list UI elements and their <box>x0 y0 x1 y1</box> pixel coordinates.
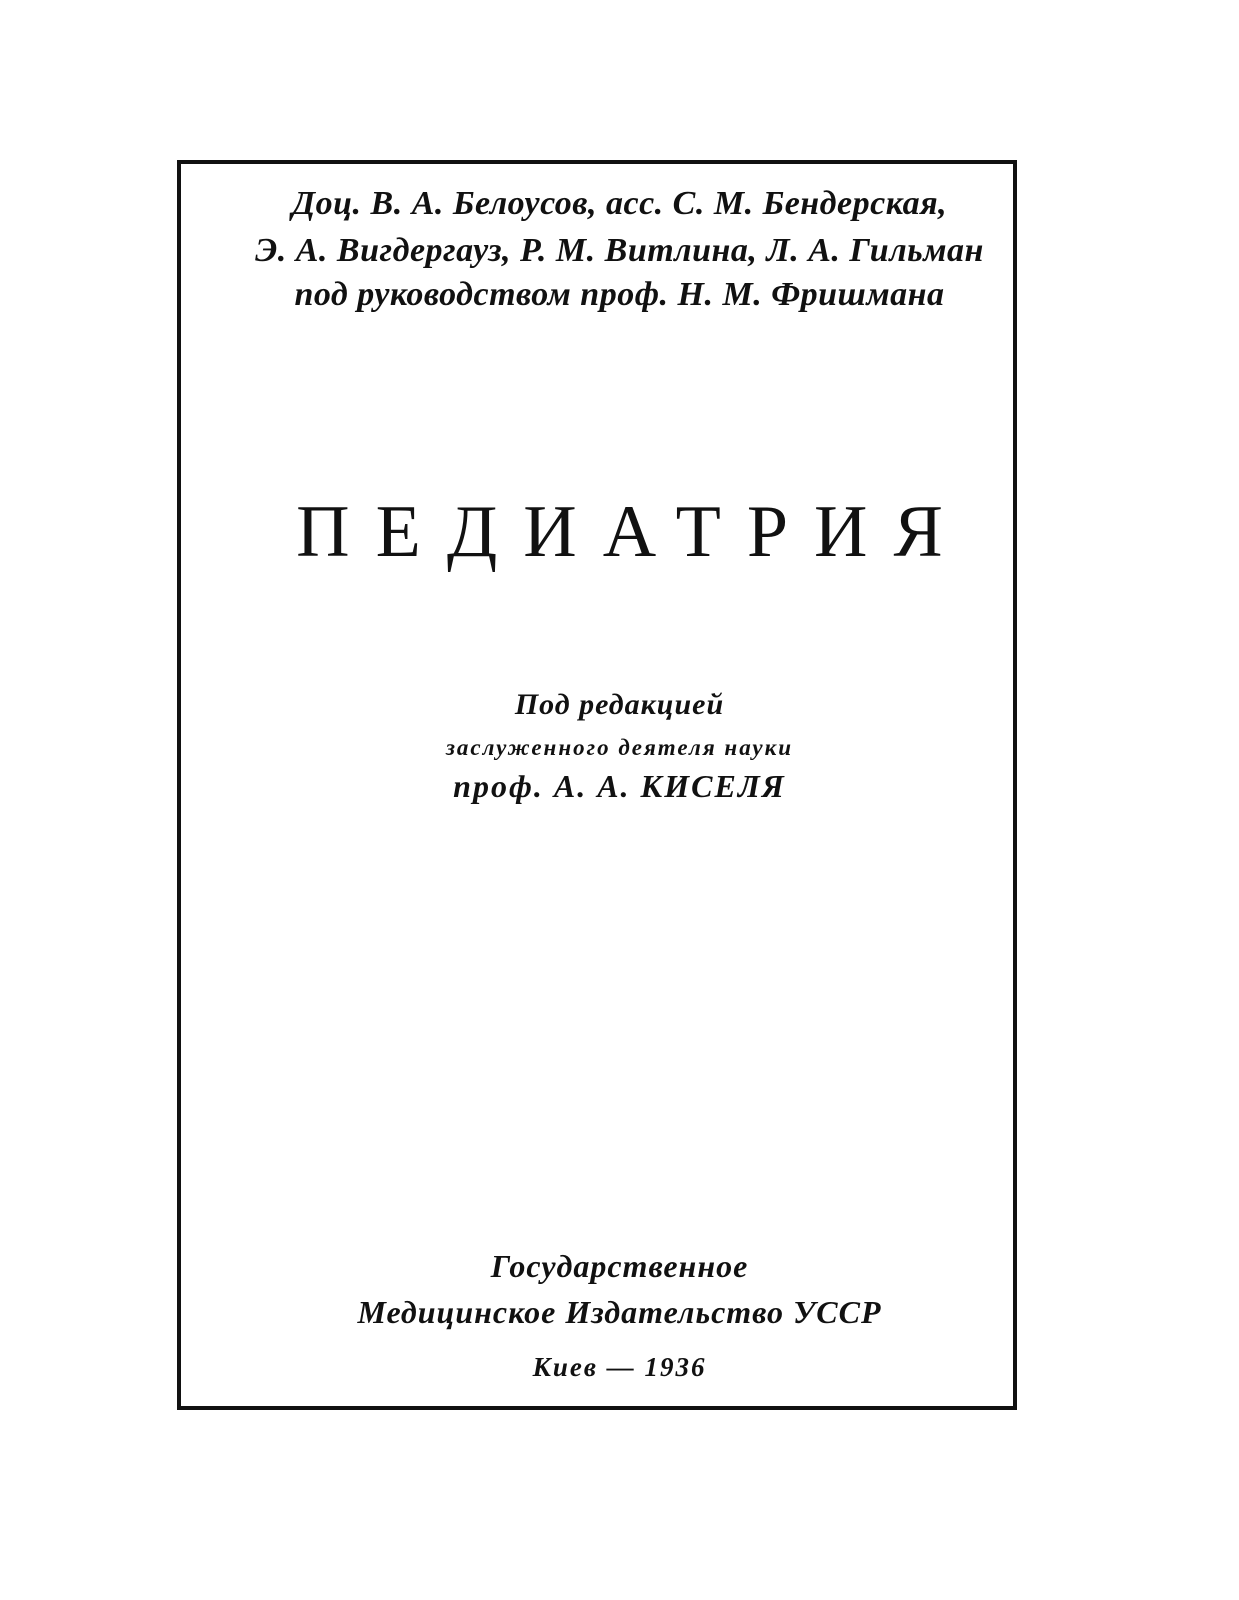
authors-line-3: под руководством проф. Н. М. Фришмана <box>294 276 945 313</box>
book-title: ПЕДИАТРИЯ <box>296 491 969 573</box>
publisher-line-2: Медицинское Издательство УССР <box>357 1294 882 1330</box>
editor-name: проф. А. А. КИСЕЛЯ <box>453 768 786 804</box>
editor-label: Под редакцией <box>514 688 725 721</box>
authors-line-1: Доц. В. А. Белоусов, асс. С. М. Бендерская, <box>291 185 948 222</box>
publisher-line-1: Государственное <box>490 1248 749 1284</box>
authors-line-2: Э. А. Вигдергауз, Р. М. Витлина, Л. А. Гильман <box>255 232 984 269</box>
city-year: Киев — 1936 <box>532 1352 707 1382</box>
editor-honorific: заслуженного деятеля науки <box>445 735 794 760</box>
